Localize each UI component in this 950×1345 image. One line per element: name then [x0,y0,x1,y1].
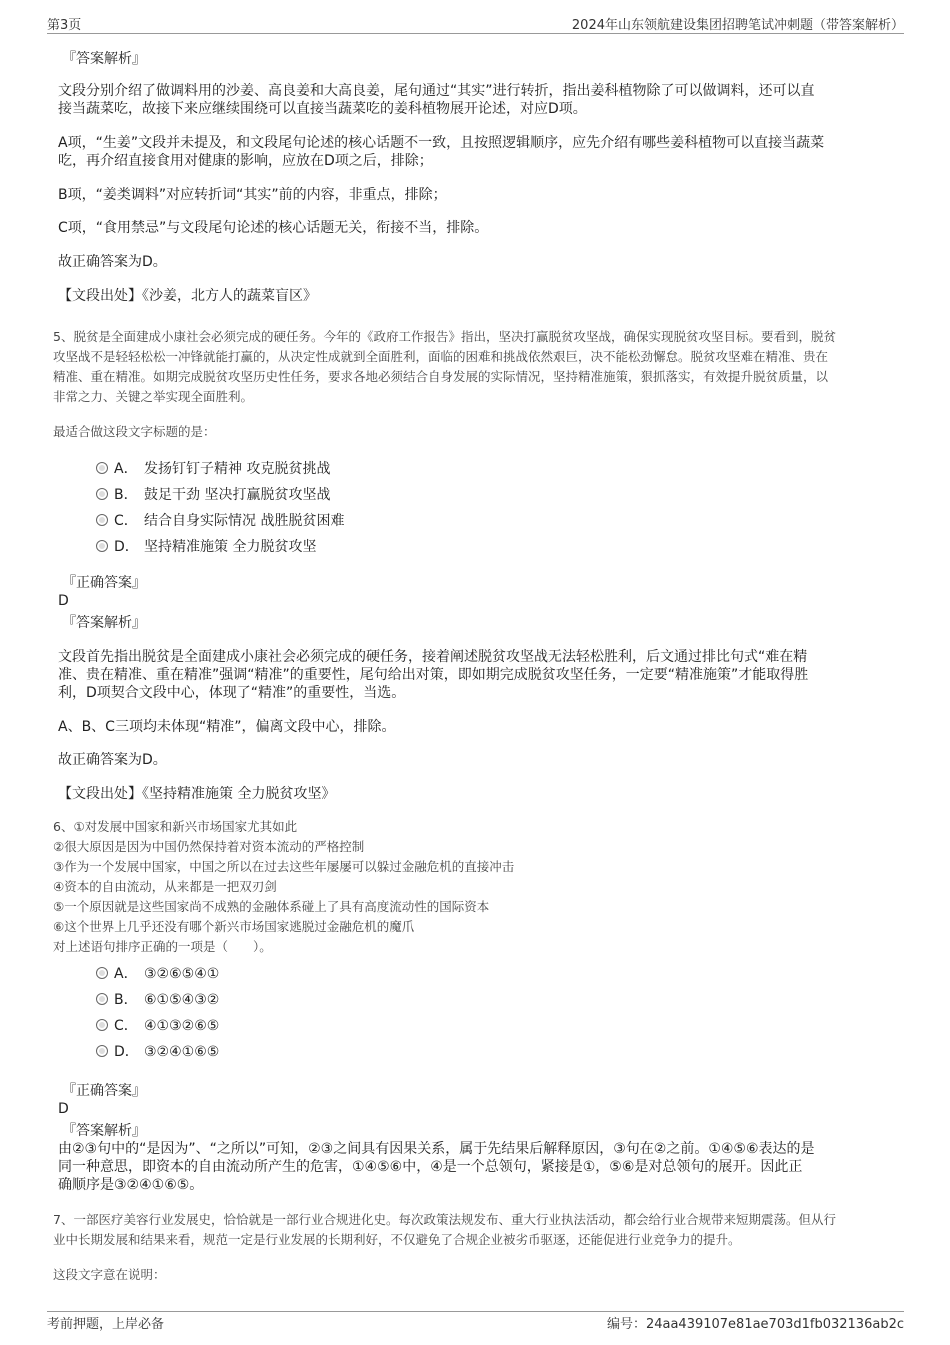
q4-a-note-line: 吃，再介绍直接食用对健康的影响，应放在D项之后，排除； [58,153,433,169]
q5-source: 【文段出处】《坚持精准施策 全力脱贫攻坚》 [58,786,336,802]
radio-icon[interactable] [96,967,108,979]
header-divider [47,33,904,34]
q6-line: ⑥这个世界上几乎还没有哪个新兴市场国家逃脱过金融危机的魔爪 [53,919,415,934]
radio-icon[interactable] [96,540,108,552]
q4-b-note: B项，“姜类调料”对应转折词“其实”前的内容，非重点，排除； [58,187,447,203]
q5-answer: D [58,593,69,609]
document-title: 2024年山东领航建设集团招聘笔试冲刺题（带答案解析） [571,18,904,33]
document-code: 编号：24aa439107e81ae703d1fb032136ab2c [606,1317,904,1332]
q5-stem-line: 5、脱贫是全面建成小康社会必须完成的硬任务。今年的《政府工作报告》指出，坚决打赢脱贫攻坚战，确保实现脱贫攻坚目标。要看到，脱贫 [53,329,836,344]
q5-analysis-line: 文段首先指出脱贫是全面建成小康社会必须完成的硬任务，接着阐述脱贫攻坚战无法轻松胜利，后文通过排比句式“难在精 [58,649,808,665]
radio-icon[interactable] [96,462,108,474]
q5-stem-line: 精准、重在精准。如期完成脱贫攻坚历史性任务，要求各地必须结合自身发展的实际情况，坚持精准施策，狠抓落实，有效提升脱贫质量，以 [53,369,829,384]
q6-answer: D [58,1101,69,1117]
footer-divider [47,1311,904,1312]
q4-analysis-label: 『答案解析』 [62,51,146,67]
q7-stem-line: 7、一部医疗美容行业发展史，恰恰就是一部行业合规进化史。每次政策法规发布、重大行业执法活动，都会给行业合规带来短期震荡。但从行 [53,1212,836,1227]
q7-stem-line: 业中长期发展和结果来看，规范一定是行业发展的长期利好，不仅避免了合规企业被劣币驱逐，还能促进行业竞争力的提升。 [53,1232,741,1247]
page-header [47,14,904,34]
q6-line: ②很大原因是因为中国仍然保持着对资本流动的严格控制 [53,839,365,854]
q6-answer-label: 『正确答案』 [62,1083,146,1099]
radio-icon[interactable] [96,488,108,500]
q4-c-note: C项，“食用禁忌”与文段尾句论述的核心话题无关，衔接不当，排除。 [58,220,489,236]
q6-question: 对上述语句排序正确的一项是（ ）。 [53,939,272,954]
q6-line: 6、①对发展中国家和新兴市场国家尤其如此 [53,819,298,834]
q5-answer-label: 『正确答案』 [62,575,146,591]
q5-analysis-line: 准、贵在精准、重在精准”强调“精准”的重要性，尾句给出对策，即如期完成脱贫攻坚任务，一定要“精准施策”才能取得胜 [58,667,809,683]
q6-line: ③作为一个发展中国家，中国之所以在过去这些年屡屡可以躲过金融危机的直接冲击 [53,859,515,874]
q6-option-a[interactable]: A． ③②⑥⑤④① [96,963,219,983]
q5-analysis-label: 『答案解析』 [62,615,146,631]
q5-conclusion: 故正确答案为D。 [58,752,167,768]
q5-option-c[interactable]: C． 结合自身实际情况 战胜脱贫困难 [96,510,344,530]
q6-line: ⑤一个原因就是这些国家尚不成熟的金融体系碰上了具有高度流动性的国际资本 [53,899,490,914]
radio-icon[interactable] [96,514,108,526]
footer-slogan: 考前押题，上岸必备 [47,1317,165,1332]
q5-option-d[interactable]: D． 坚持精准施策 全力脱贫攻坚 [96,536,316,556]
q5-option-a[interactable]: A． 发扬钉钉子精神 攻克脱贫挑战 [96,458,330,478]
q4-a-note-line: A项，“生姜”文段并未提及，和文段尾句论述的核心话题不一致，且按照逻辑顺序，应先介绍有哪些姜科植物可以直接当蔬菜 [58,135,825,151]
q6-option-d[interactable]: D． ③②④①⑥⑤ [96,1041,219,1061]
q5-stem-line: 攻坚战不是轻轻松松一冲锋就能打赢的，从决定性成就到全面胜利，面临的困难和挑战依然艰巨，决不能松劲懈怠。脱贫攻坚难在精准、贵在 [53,349,829,364]
q4-conclusion: 故正确答案为D。 [58,254,167,270]
q6-analysis-label: 『答案解析』 [62,1123,146,1139]
radio-icon[interactable] [96,993,108,1005]
q4-source: 【文段出处】《沙姜，北方人的蔬菜盲区》 [58,288,317,304]
q6-analysis-line: 确顺序是③②④①⑥⑤。 [58,1177,204,1193]
radio-icon[interactable] [96,1019,108,1031]
q5-stem-line: 非常之力、关键之举实现全面胜利。 [53,389,254,404]
q6-analysis-line: 由②③句中的“是因为”、“之所以”可知，②③之间具有因果关系，属于先结果后解释原因，③句在②之前。①④⑤⑥表达的是 [58,1141,815,1157]
q6-analysis-line: 同一种意思，即资本的自由流动所产生的危害，①④⑤⑥中，④是一个总领句，紧接是①，⑤⑥是对总领句的展开。因此正 [58,1159,803,1175]
page-number: 第3页 [47,18,82,33]
q6-option-b[interactable]: B． ⑥①⑤④③② [96,989,219,1009]
q4-analysis-line: 文段分别介绍了做调料用的沙姜、高良姜和大高良姜，尾句通过“其实”进行转折，指出姜科植物除了可以做调料，还可以直 [58,83,815,99]
q5-option-b[interactable]: B． 鼓足干劲 坚决打赢脱贫攻坚战 [96,484,330,504]
q5-question: 最适合做这段文字标题的是： [53,424,216,439]
q4-analysis-line: 接当蔬菜吃，故接下来应继续围绕可以直接当蔬菜吃的姜科植物展开论述，对应D项。 [58,101,587,117]
q6-option-c[interactable]: C． ④①③②⑥⑤ [96,1015,219,1035]
q6-line: ④资本的自由流动，从来都是一把双刃剑 [53,879,277,894]
q5-analysis-line: 利，D项契合文段中心，体现了“精准”的重要性，当选。 [58,685,406,701]
q7-question: 这段文字意在说明： [53,1267,166,1282]
radio-icon[interactable] [96,1045,108,1057]
q5-abc-note: A、B、C三项均未体现“精准”，偏离文段中心，排除。 [58,719,396,735]
